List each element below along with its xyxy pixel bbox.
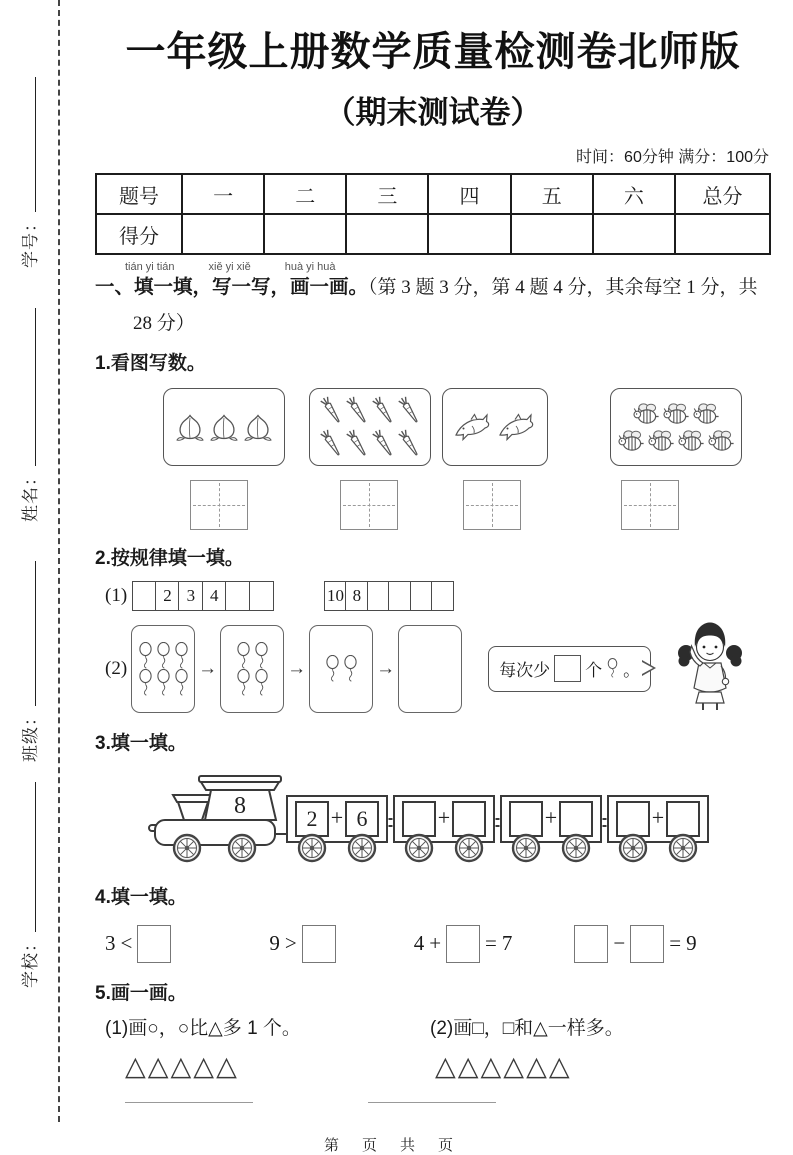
fold-dashed-line: [58, 0, 60, 1122]
triangle-glyph: △: [503, 1050, 527, 1082]
car-value: 2: [306, 805, 318, 831]
paper-body: [95, 0, 771, 1155]
carrot-icon: [397, 428, 421, 459]
number: 7: [501, 931, 513, 956]
balloon-icon: [324, 655, 341, 682]
student-name-field: [16, 308, 41, 522]
equals-sign: =: [485, 931, 497, 956]
minus-sign: −: [613, 931, 626, 956]
student-name-label: 姓名：: [21, 468, 40, 522]
plus-sign: +: [437, 804, 451, 830]
balloon-icon: [155, 642, 172, 669]
time-score-meta: 时间：60分钟 满分：100分: [576, 149, 769, 166]
number: 9: [269, 931, 280, 956]
school-field: [16, 782, 41, 988]
balloon-icon: [253, 642, 270, 669]
score-input-cell[interactable]: [182, 214, 264, 254]
plus-sign: +: [330, 804, 344, 830]
icon-row: [617, 401, 735, 426]
plus-sign: +: [544, 804, 558, 830]
q2-part2-row: [95, 623, 771, 715]
locomotive: [149, 776, 287, 845]
score-header-cell: 五: [511, 174, 593, 214]
carrot-icon: [371, 428, 395, 459]
dolphin-icon: [452, 412, 494, 442]
q5-label: 5.画一画。: [95, 982, 187, 1004]
dolphin-icon: [496, 412, 538, 442]
bubble-text-prefix: 每次少: [499, 661, 551, 681]
score-header-cell: 四: [428, 174, 510, 214]
bubble-text-unit: 个: [585, 661, 603, 681]
strip-cell[interactable]: [225, 581, 250, 611]
carrot-icon: [319, 395, 343, 426]
wheel-icon: [299, 835, 325, 861]
q1-card-dolphins: [442, 388, 548, 466]
class-blank[interactable]: [32, 561, 36, 706]
less-than-sign: <: [120, 931, 133, 956]
strip-cell: 4: [202, 581, 227, 611]
peach-icon: [242, 412, 274, 441]
balloon-icon: [235, 669, 252, 696]
q4-inequality-2: [269, 925, 335, 963]
triangle-glyph: △: [457, 1050, 481, 1082]
page-subtitle: （期末测试卷）: [324, 95, 542, 130]
carrot-icon: [371, 395, 395, 426]
q2-part2-tag: (2): [105, 657, 128, 679]
carrot-icon: [397, 395, 421, 426]
q3-label: 3.填一填。: [95, 732, 187, 754]
q2-label: 2.按规律填一填。: [95, 547, 244, 569]
score-input-cell[interactable]: [593, 214, 675, 254]
triangle-glyph: △: [193, 1050, 217, 1082]
pinyin-group: tián yi tián: [125, 261, 175, 273]
q2-number-strip-2: [326, 581, 454, 611]
q4-addition-equation: [414, 925, 513, 963]
section1-heading: [95, 274, 771, 301]
train-answer-box[interactable]: [617, 802, 649, 836]
balloon-box-2: [309, 625, 373, 713]
number: 3: [105, 931, 116, 956]
bee-icon: [617, 428, 645, 453]
q1-card-peaches: [163, 388, 285, 466]
arrow-right-icon: →: [376, 657, 396, 679]
q1-label: 1.看图写数。: [95, 352, 206, 374]
icon-row: [449, 412, 541, 442]
score-header-cell: 题号: [96, 174, 182, 214]
section1-heading-main: 一、填一填，写一写，画一画。: [95, 276, 369, 298]
wheel-icon: [513, 835, 539, 861]
balloon-icon: [173, 642, 190, 669]
carrot-icon: [345, 428, 369, 459]
train-answer-box[interactable]: [453, 802, 485, 836]
balloon-box-6: [131, 625, 195, 713]
q5-part2-label: (2)画□，□和△一样多。: [430, 1017, 624, 1039]
q4-answer-box[interactable]: [630, 925, 664, 963]
balloon-icon: [606, 657, 619, 680]
score-input-cell[interactable]: [511, 214, 593, 254]
bee-icon: [632, 401, 660, 426]
strip-cell[interactable]: [132, 581, 157, 611]
peach-icon: [174, 412, 206, 441]
pinyin-group: xiě yi xiě: [208, 261, 251, 273]
triangle-glyph: △: [526, 1050, 549, 1082]
greater-than-sign: >: [284, 931, 297, 956]
peach-icon: [208, 412, 240, 441]
triangle-glyph: △: [147, 1050, 171, 1082]
icon-row: [170, 412, 278, 441]
number: 9: [686, 931, 697, 956]
speech-bubble-tail: [642, 660, 664, 676]
strip-cell[interactable]: [367, 581, 390, 611]
school-blank[interactable]: [32, 782, 36, 932]
wheel-icon: [229, 835, 255, 861]
wheel-icon: [563, 835, 589, 861]
arrow-right-icon: →: [198, 657, 218, 679]
q4-answer-box[interactable]: [574, 925, 608, 963]
q4-label: 4.填一填。: [95, 886, 187, 908]
wheel-icon: [670, 835, 696, 861]
q5-part1-label: (1)画○，○比△多 1 个。: [105, 1017, 301, 1039]
school-label: 学校：: [21, 934, 40, 988]
bubble-answer-box[interactable]: [554, 655, 581, 682]
carrot-icon: [319, 428, 343, 459]
equals-sign: =: [669, 931, 682, 956]
q5-part2-drawing-line[interactable]: [368, 1102, 496, 1103]
strip-cell: 3: [178, 581, 203, 611]
score-input-cell[interactable]: [675, 214, 770, 254]
score-table-score-row: [96, 214, 770, 254]
student-name-blank[interactable]: [32, 308, 36, 466]
q1-writing-grids: [95, 480, 771, 530]
bee-icon: [707, 428, 735, 453]
class-label: 班级：: [21, 708, 40, 762]
q2-part1-tag: (1): [105, 584, 128, 606]
balloon-icon: [342, 655, 359, 682]
balloon-icon: [235, 642, 252, 669]
q5-parts-row: [95, 1013, 771, 1040]
train-answer-box[interactable]: [510, 802, 542, 836]
train-answer-box[interactable]: [403, 802, 435, 836]
q1-writing-grid[interactable]: [340, 480, 398, 530]
q4-answer-box[interactable]: [137, 925, 171, 963]
girl-illustration: [673, 620, 747, 717]
icon-row: [316, 428, 424, 459]
bee-icon: [647, 428, 675, 453]
q5-part1-drawing-line[interactable]: [125, 1102, 253, 1103]
class-field: [16, 561, 41, 762]
score-table: [95, 173, 771, 255]
q4-answer-box[interactable]: [446, 925, 480, 963]
q1-card-bees: [610, 388, 742, 466]
score-table-header-row: [96, 174, 770, 214]
student-id-blank[interactable]: [32, 77, 36, 212]
strip-cell[interactable]: [388, 581, 411, 611]
q1-picture-cards: [95, 388, 771, 466]
q1-writing-grid[interactable]: [190, 480, 248, 530]
student-id-label: 学号：: [21, 214, 40, 268]
wheel-icon: [349, 835, 375, 861]
car-value: 6: [356, 805, 368, 831]
q1-writing-grid[interactable]: [621, 480, 679, 530]
strip-cell: 10: [324, 581, 347, 611]
score-header-cell: 一: [182, 174, 264, 214]
carrot-icon: [345, 395, 369, 426]
wheel-icon: [456, 835, 482, 861]
score-input-cell[interactable]: [346, 214, 428, 254]
section1-heading-note2: 28 分）: [133, 312, 195, 334]
score-header-cell: 二: [264, 174, 346, 214]
wheel-icon: [174, 835, 200, 861]
balloon-icon: [155, 669, 172, 696]
number: 4: [413, 931, 425, 956]
strip-cell[interactable]: [249, 581, 274, 611]
train-illustration: [147, 764, 709, 864]
hint-speech-bubble: [488, 646, 651, 692]
triangle-glyph: △: [548, 1050, 572, 1082]
train-answer-box[interactable]: [667, 802, 699, 836]
section1-heading-note: （第 3 题 3 分，第 4 题 4 分，其余每空 1 分，共: [368, 277, 758, 298]
page-title: 一年级上册数学质量检测卷北师版: [125, 30, 741, 74]
balloon-box-4: [220, 625, 284, 713]
score-input-cell[interactable]: [264, 214, 346, 254]
section1-pinyin: [125, 261, 771, 273]
strip-cell[interactable]: [431, 581, 454, 611]
triangle-glyph: △: [170, 1050, 194, 1082]
q5-part2-triangles: [435, 1048, 572, 1086]
score-input-cell[interactable]: [428, 214, 510, 254]
score-header-cell: 六: [593, 174, 675, 214]
q5-answer-lines: [95, 1102, 771, 1108]
balloon-icon: [253, 669, 270, 696]
engine-number: 8: [234, 792, 246, 819]
q2-number-strip-1: [133, 581, 273, 611]
score-row-label: 得分: [96, 214, 182, 254]
triangle-glyph: △: [480, 1050, 504, 1082]
balloon-box-empty[interactable]: [398, 625, 462, 713]
student-id-field: [16, 77, 41, 268]
q3-train: [147, 764, 771, 869]
triangle-glyph: △: [125, 1050, 148, 1082]
bee-icon: [662, 401, 690, 426]
q4-answer-box[interactable]: [302, 925, 336, 963]
q5-part1-triangles: [125, 1048, 239, 1086]
balloon-icon: [137, 669, 154, 696]
q5-triangle-rows: [95, 1048, 771, 1086]
balloon-icon: [137, 642, 154, 669]
train-answer-box[interactable]: [560, 802, 592, 836]
icon-row: [316, 395, 424, 426]
bubble-text-period: 。: [623, 661, 641, 681]
bee-icon: [677, 428, 705, 453]
score-header-cell: 三: [346, 174, 428, 214]
q1-card-carrots: [309, 388, 431, 466]
balloon-icon: [173, 669, 190, 696]
score-header-cell: 总分: [675, 174, 770, 214]
strip-cell: 8: [345, 581, 368, 611]
q4-equations-row: [95, 923, 771, 965]
icon-row: [617, 428, 735, 453]
plus-sign: +: [651, 804, 665, 830]
pinyin-group: huà yi huà: [284, 261, 336, 273]
q4-inequality-1: [105, 925, 171, 963]
triangle-glyph: △: [435, 1050, 458, 1082]
strip-cell: 2: [155, 581, 180, 611]
q2-part1-row: [95, 581, 771, 611]
wheel-icon: [406, 835, 432, 861]
page-footer: 第 页 共 页: [323, 1136, 457, 1154]
q1-writing-grid[interactable]: [463, 480, 521, 530]
q4-subtraction-equation: [574, 925, 696, 963]
bee-icon: [692, 401, 720, 426]
wheel-icon: [620, 835, 646, 861]
arrow-right-icon: →: [287, 657, 307, 679]
plus-sign: +: [429, 931, 442, 956]
strip-cell[interactable]: [410, 581, 433, 611]
triangle-glyph: △: [216, 1050, 239, 1082]
